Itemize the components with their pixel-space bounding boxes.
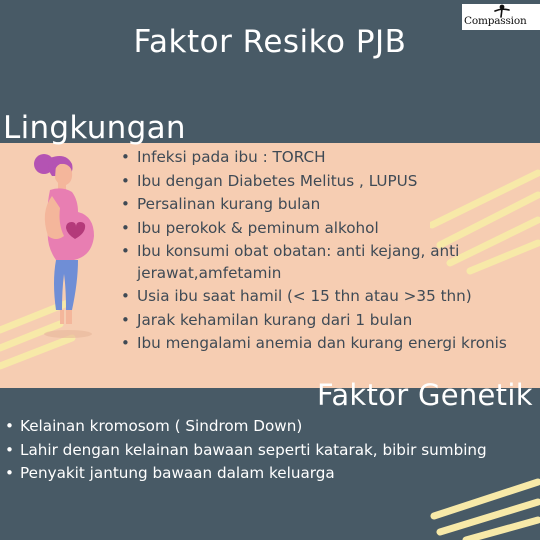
list-item: • Penyakit jantung bawaan dalam keluarga bbox=[4, 463, 510, 485]
list-item: • Ibu mengalami anemia dan kurang energi kronis bbox=[120, 333, 520, 355]
list-item: • Lahir dengan kelainan bawaan seperti katarak, bibir sumbing bbox=[4, 440, 510, 462]
page-title: Faktor Resiko PJB bbox=[133, 24, 407, 60]
list-item: • Ibu konsumi obat obatan: anti kejang, anti jerawat,amfetamin bbox=[120, 241, 520, 284]
list-item: • Infeksi pada ibu : TORCH bbox=[120, 147, 520, 169]
logo-text: Compassion bbox=[464, 15, 527, 27]
genetic-heading: Faktor Genetik bbox=[317, 378, 533, 412]
environment-list bbox=[120, 147, 520, 357]
list-item: • Jarak kehamilan kurang dari 1 bulan bbox=[120, 310, 520, 332]
environment-heading: Lingkungan bbox=[3, 110, 186, 146]
list-item: • Usia ibu saat hamil (< 15 thn atau >35 thn) bbox=[120, 286, 520, 308]
list-item: • Ibu dengan Diabetes Melitus , LUPUS bbox=[120, 171, 520, 193]
pregnant-woman-icon bbox=[22, 150, 102, 345]
list-item: • Persalinan kurang bulan bbox=[120, 194, 520, 216]
list-item: • Kelainan kromosom ( Sindrom Down) bbox=[4, 416, 510, 438]
genetic-list bbox=[4, 416, 510, 487]
list-item: • Ibu perokok & peminum alkohol bbox=[120, 218, 520, 240]
